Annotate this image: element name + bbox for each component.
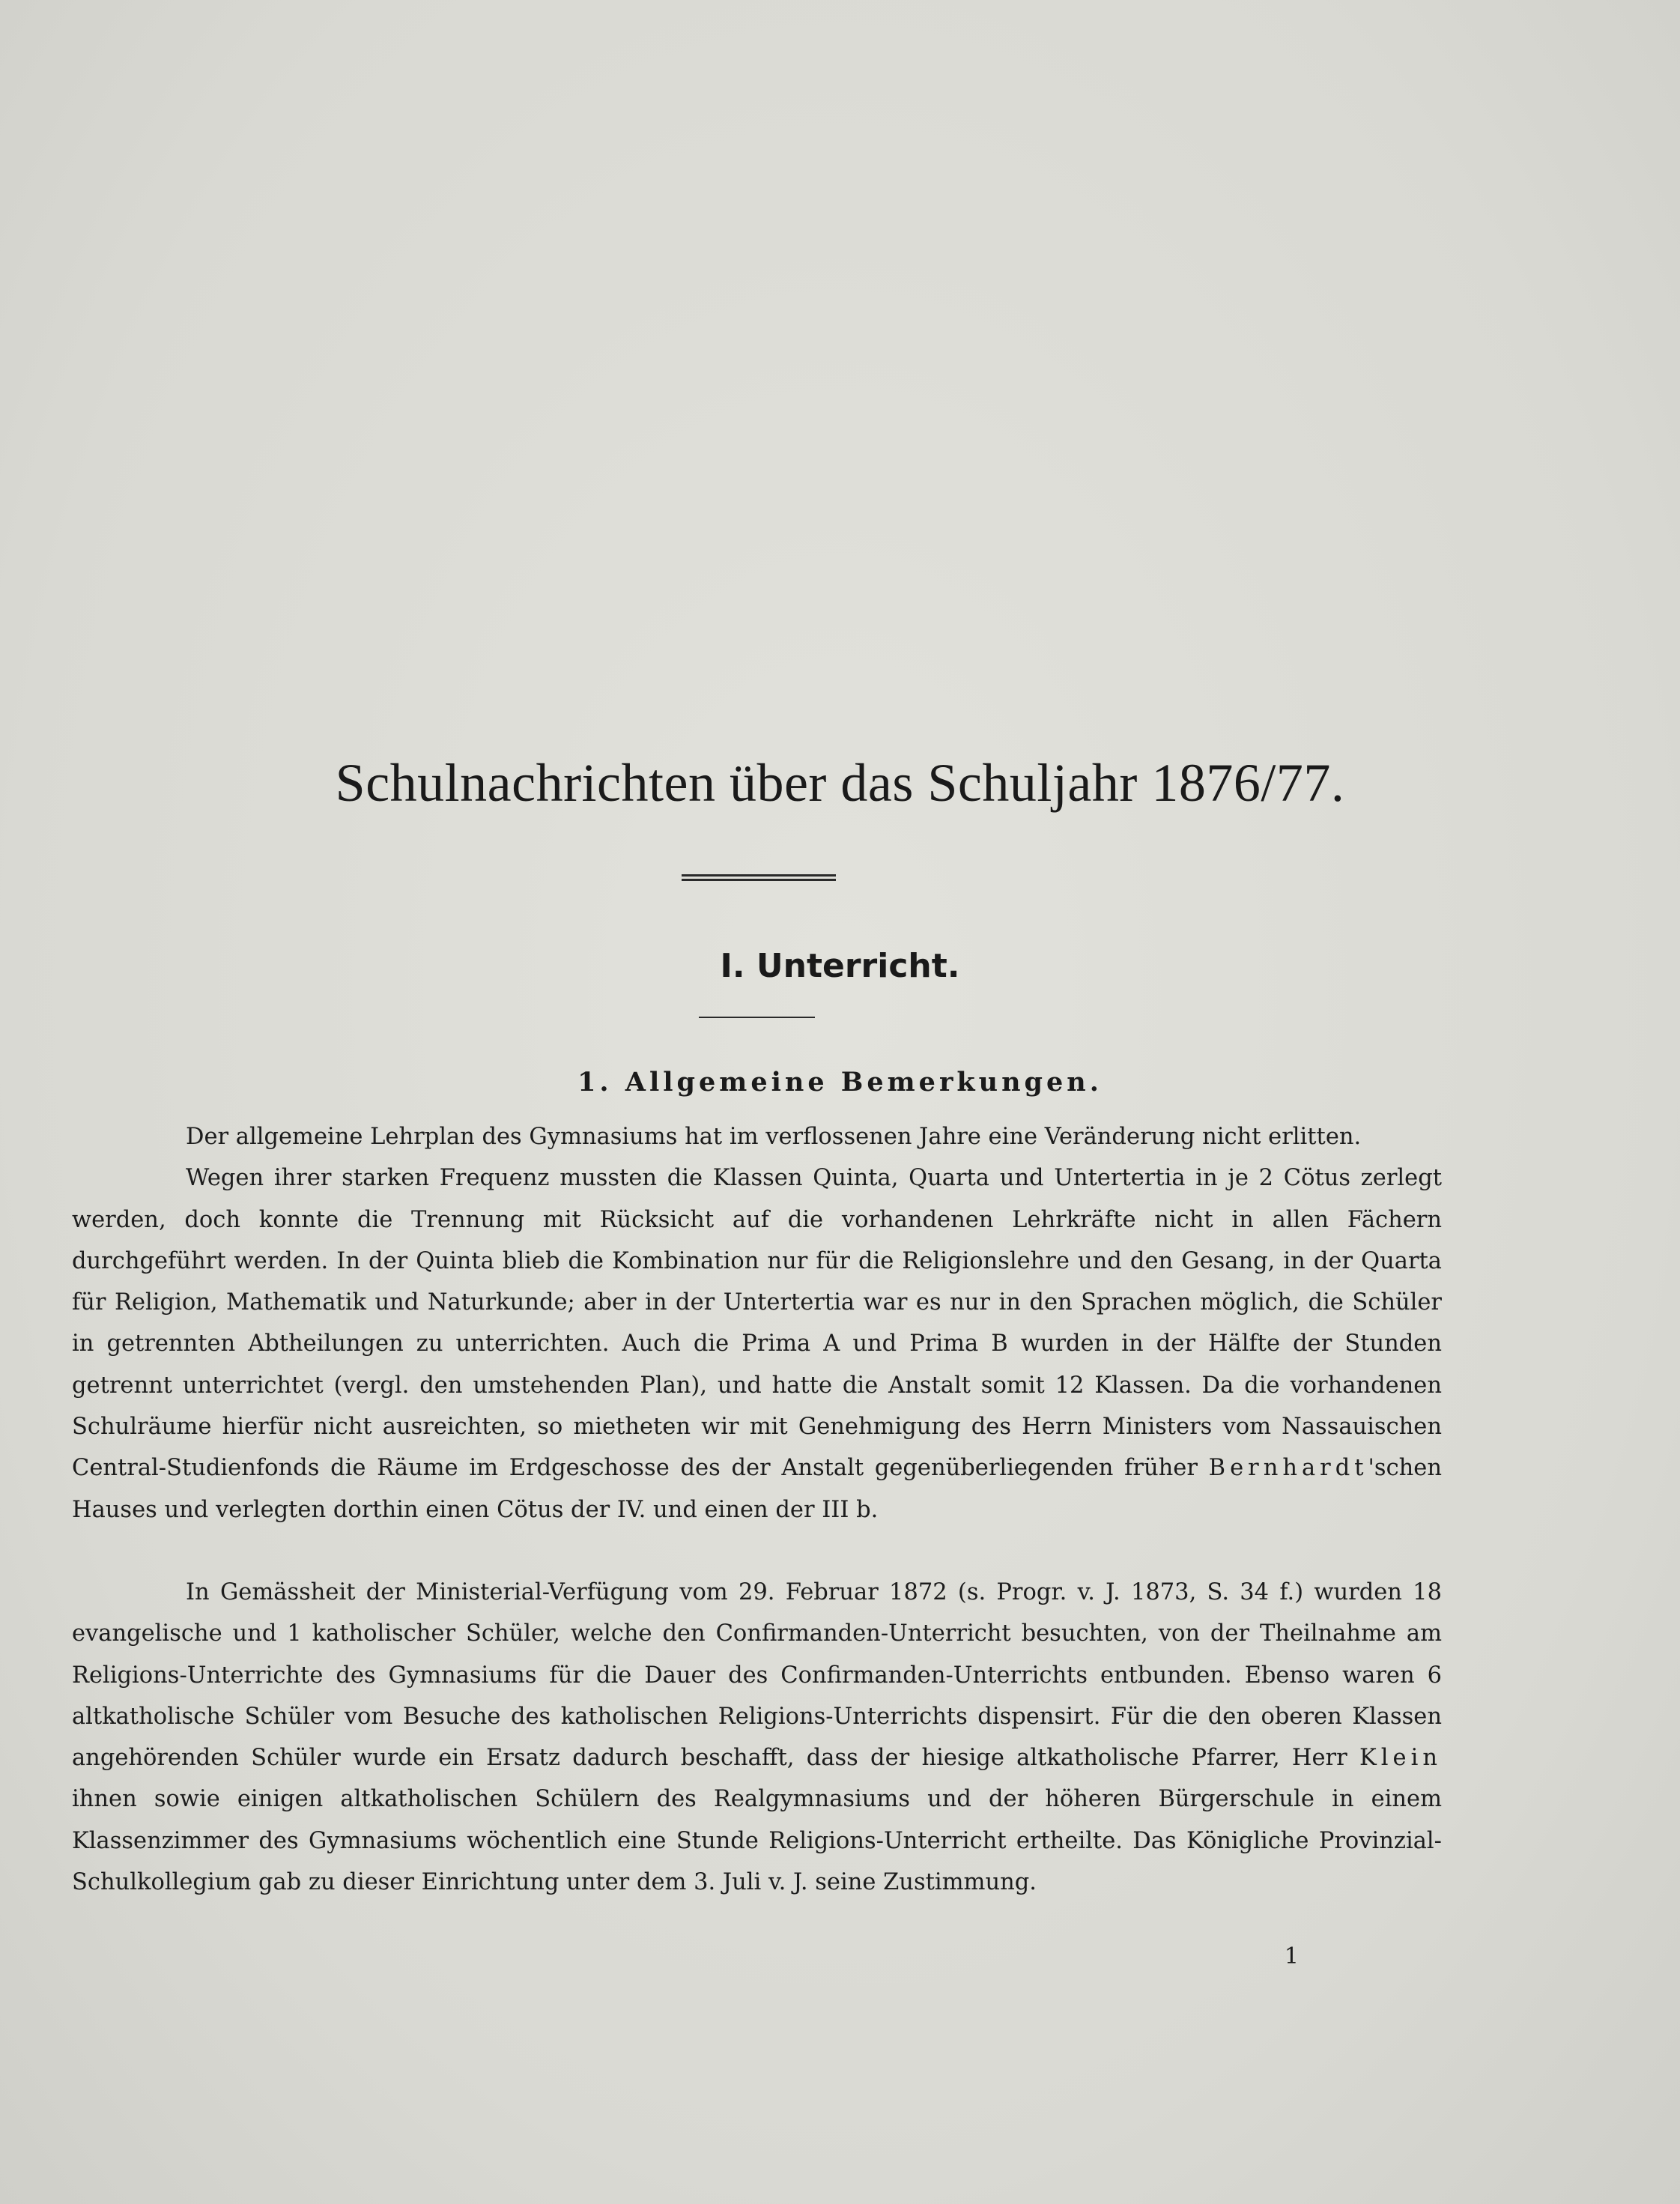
section-heading: I. Unterricht. — [720, 947, 960, 985]
paragraph-line-1: Der allgemeine Lehrplan des Gymnasiums hat im verflossenen Jahre eine Veränderung nicht erlitten. — [186, 1124, 1362, 1150]
person-name-bernhardt: Bernhardt — [1208, 1455, 1368, 1482]
double-rule-divider — [682, 874, 836, 881]
subsection-heading: 1. Allgemeine Bemerkungen. — [577, 1067, 1103, 1098]
paragraph-3-text-start: In Gemässheit der Ministerial-Verfügung vom 29. Februar 1872 (s. Progr. v. J. 1873, S. 34 f.) wurden 18 evangelische und 1 katholischer Schüler, welche den Confirmanden-Unterricht besuchten, von der Theilnahme am Religions-Unterrichte des Gymnasiums für die Dauer des Confirmanden-Unterrichts entbunden. Ebenso waren 6 altkatholische Schüler vom Besuche des katholischen Religions-Unterrichts dispensirt. Für die den oberen Klassen angehörenden Schüler wurde ein Ersatz dadurch beschafft, dass der hiesige altkatholische Pfarrer, Herr — [72, 1579, 1442, 1772]
paragraph-2-text-start: Wegen ihrer starken Frequenz mussten die Klassen Quinta, Quarta und Untertertia in je 2 Cötus zerlegt werden, doch konnte die Trennung mit Rücksicht auf die vorhandenen Lehrkräfte nicht in allen Fächern durchgeführt werden. In der Quinta blieb die Kombination nur für die Religionslehre und den Gesang, in der Quarta für Religion, Mathematik und Naturkunde; aber in der Untertertia war es nur in den Sprachen möglich, die Schüler in getrennten Abtheilungen zu unterrichten. Auch die Prima A und Prima B wurden in der Hälfte der Stunden getrennt unterrichtet (vergl. den umstehenden Plan), und hatte die Anstalt somit 12 Klassen. Da die vorhandenen Schulräume hierfür nicht ausreichten, so mietheten wir mit Genehmigung des Herrn Ministers vom Nassauischen Central-Studienfonds die Räume im Erdgeschosse des der Anstalt gegenüberliegenden früher — [72, 1165, 1442, 1482]
person-name-klein: Klein — [1359, 1745, 1442, 1772]
page-title: Schulnachrichten über das Schuljahr 1876/77. — [335, 753, 1345, 813]
paragraph-2 — [72, 1157, 1442, 1531]
paragraph-3-text-end: ihnen sowie einigen altkatholischen Schülern des Realgymnasiums und der höheren Bürgerschule in einem Klassenzimmer des Gymnasiums wöchentlich eine Stunde Religions-Unterricht ertheilte. Das Königliche Provinzial-Schulkollegium gab zu dieser Einrichtung unter dem 3. Juli v. J. seine Zustimmung. — [72, 1786, 1442, 1896]
page-number: 1 — [1284, 1943, 1299, 1970]
rule-divider — [699, 1017, 815, 1018]
paragraph-2-text-end: 'schen Hauses und verlegten dorthin einen Cötus der IV. und einen der III b. — [72, 1455, 1442, 1523]
body-paragraph-1 — [72, 1116, 1442, 1531]
body-paragraph-3 — [72, 1572, 1442, 1903]
